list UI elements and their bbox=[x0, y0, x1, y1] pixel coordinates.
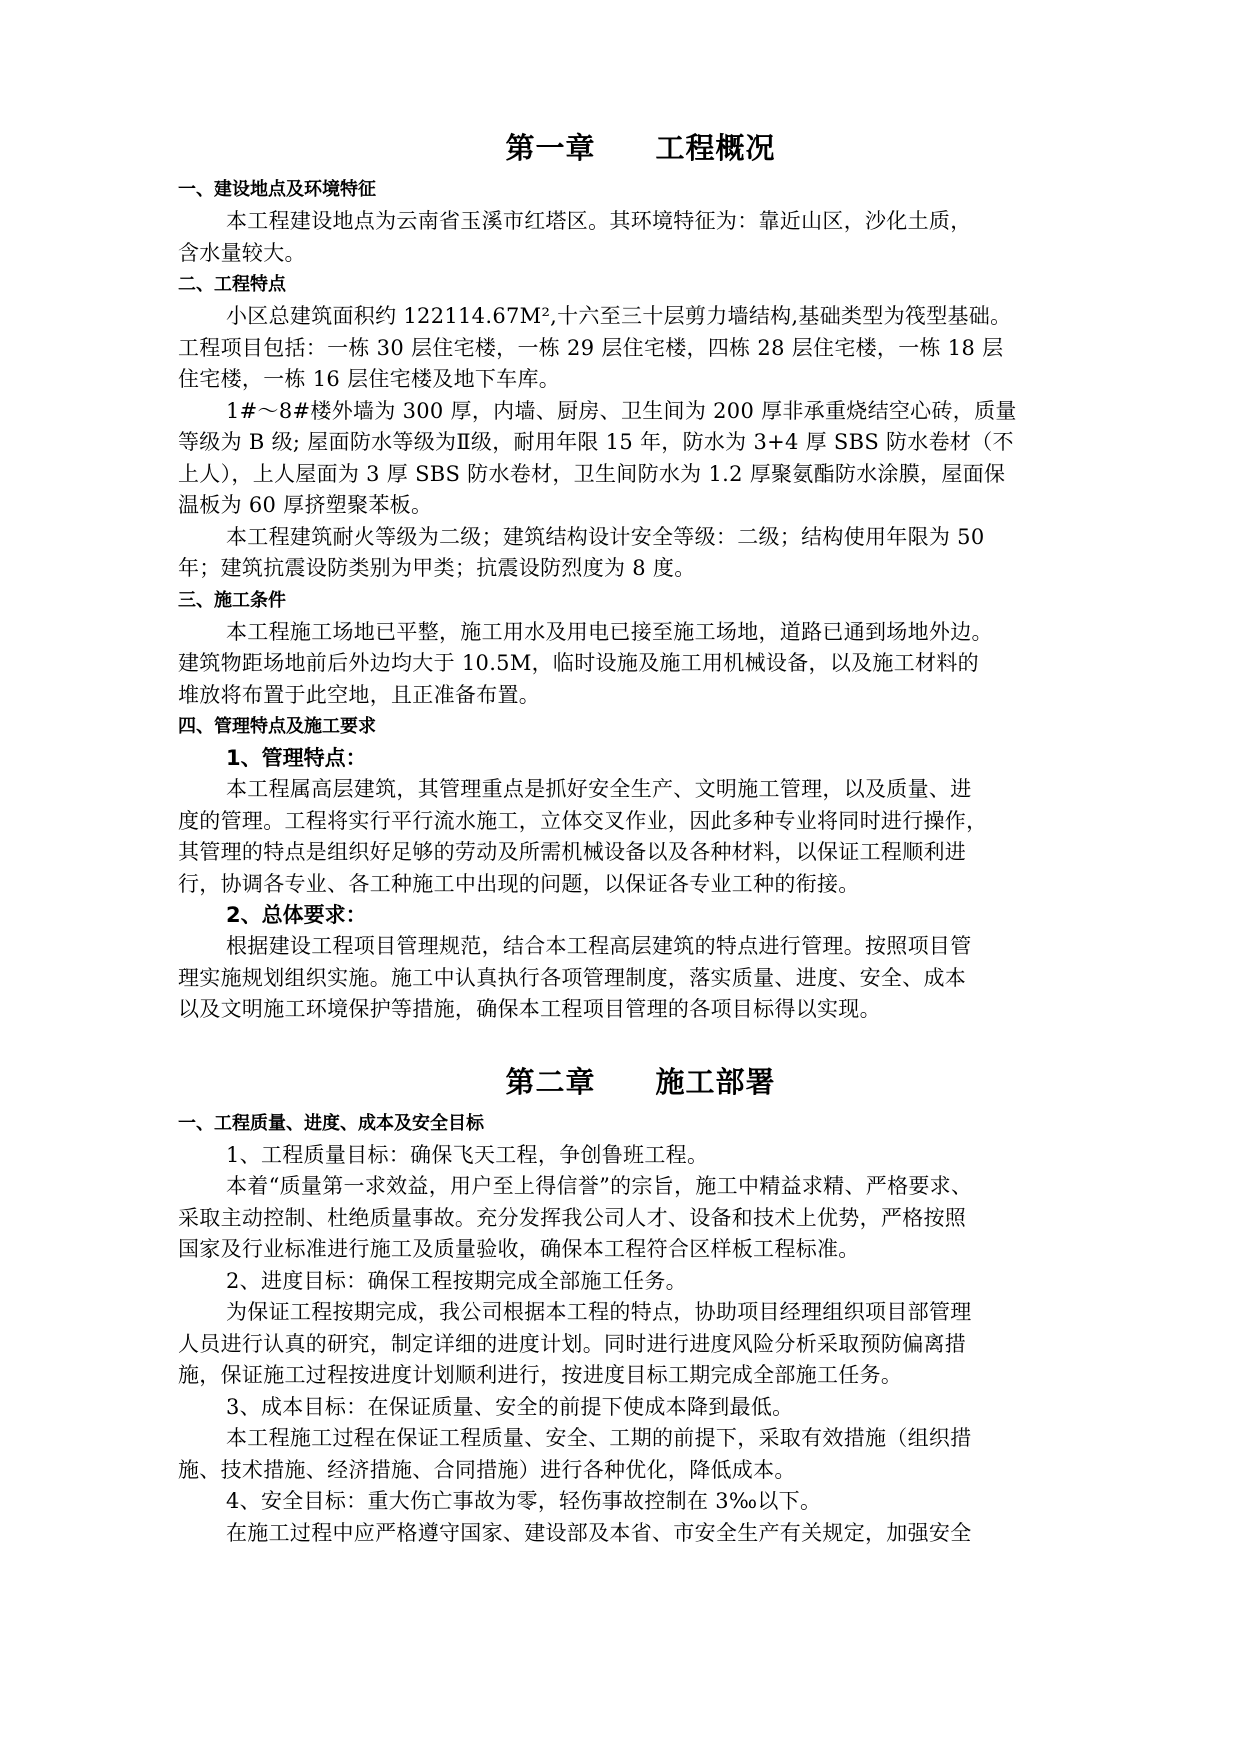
ch2-goal-2 bbox=[178, 1266, 1103, 1298]
ch1-section-4-heading: 四、管理特点及施工要求 bbox=[178, 716, 376, 737]
text-line: 其管理的特点是组织好足够的劳动及所需机械设备以及各种材料，以保证工程顺利进 bbox=[178, 840, 967, 864]
text-line: 本工程属高层建筑，其管理重点是抓好安全生产、文明施工管理，以及质量、进 bbox=[226, 777, 972, 801]
text-line: 2、进度目标：确保工程按期完成全部施工任务。 bbox=[226, 1268, 687, 1293]
text-line: 本工程建筑耐火等级为二级；建筑结构设计安全等级：二级；结构使用年限为 50 bbox=[226, 524, 985, 549]
ch1-s2-paragraph-2 bbox=[178, 396, 1103, 522]
text-line: 建筑物距场地前后外边均大于 10.5M，临时设施及施工用机械设备，以及施工材料的 bbox=[178, 651, 979, 675]
text-line: 以及文明施工环境保护等措施，确保本工程项目管理的各项目标得以实现。 bbox=[178, 997, 881, 1021]
text-line: 度的管理。工程将实行平行流水施工，立体交叉作业，因此多种专业将同时进行操作， bbox=[178, 808, 988, 833]
ch2-paragraph-3 bbox=[178, 1423, 1103, 1486]
ch1-s4-paragraph-1 bbox=[178, 774, 1103, 900]
text-line: 年；建筑抗震设防类别为甲类；抗震设防烈度为 8 度。 bbox=[178, 556, 696, 580]
ch2-section-1-heading: 一、工程质量、进度、成本及安全目标 bbox=[178, 1112, 484, 1134]
ch1-s1-paragraph-1 bbox=[178, 206, 1103, 269]
text-line: 1#～8#楼外墙为 300 厚，内墙、厨房、卫生间为 200 厚非承重烧结空心砖，质量 bbox=[226, 398, 1017, 423]
ch2-paragraph-2 bbox=[178, 1297, 1103, 1392]
text-line: 本工程施工过程在保证工程质量、安全、工期的前提下，采取有效措施（组织措 bbox=[226, 1426, 972, 1450]
text-line: 理实施规划组织实施。施工中认真执行各项管理制度，落实质量、进度、安全、成本 bbox=[178, 965, 967, 990]
text-line: 人员进行认真的研究，制定详细的进度计划。同时进行进度风险分析采取预防偏离措 bbox=[178, 1331, 967, 1356]
ch1-s2-paragraph-3 bbox=[178, 522, 1103, 585]
text-line: 本工程建设地点为云南省玉溪市红塔区。其环境特征为：靠近山区，沙化土质， bbox=[226, 209, 972, 233]
ch1-s3-paragraph-1 bbox=[178, 617, 1103, 712]
text-line: 施，保证施工过程按进度计划顺利进行，按进度目标工期完成全部施工任务。 bbox=[178, 1363, 903, 1387]
text-line: 小区总建筑面积约 122114.67M²,十六至三十层剪力墙结构,基础类型为筏型基础。 bbox=[226, 304, 1012, 328]
ch1-s2-paragraph-1 bbox=[178, 301, 1103, 396]
ch1-s4-paragraph-2 bbox=[178, 931, 1103, 1026]
text-line: 含水量较大。 bbox=[178, 240, 306, 265]
text-line: 行，协调各专业、各工种施工中出现的问题，以保证各专业工种的衔接。 bbox=[178, 871, 860, 896]
ch2-paragraph-4 bbox=[178, 1518, 1103, 1550]
ch1-s4-subheading-1: 1、管理特点： bbox=[226, 746, 367, 770]
ch1-section-2-heading: 二、工程特点 bbox=[178, 274, 286, 295]
text-line: 国家及行业标准进行施工及质量验收，确保本工程符合区样板工程标准。 bbox=[178, 1237, 860, 1261]
ch1-s4-subheading-2: 2、总体要求： bbox=[226, 903, 367, 927]
text-line: 1、工程质量目标：确保飞天工程，争创鲁班工程。 bbox=[226, 1142, 709, 1167]
text-line: 本工程施工场地已平整，施工用水及用电已接至施工场地，道路已通到场地外边。 bbox=[226, 619, 993, 644]
text-line: 4、安全目标：重大伤亡事故为零，轻伤事故控制在 3‰以下。 bbox=[226, 1489, 822, 1513]
ch1-section-1-heading: 一、建设地点及环境特征 bbox=[178, 179, 376, 200]
text-line: 堆放将布置于此空地，且正准备布置。 bbox=[178, 682, 541, 707]
ch2-paragraph-1 bbox=[178, 1171, 1103, 1266]
chapter-1-title: 第一章 工程概况 bbox=[505, 131, 776, 165]
ch2-goal-4 bbox=[178, 1486, 1103, 1518]
text-line: 施、技术措施、经济措施、合同措施）进行各种优化，降低成本。 bbox=[178, 1457, 796, 1482]
ch1-section-3-heading: 三、施工条件 bbox=[178, 589, 286, 611]
ch2-goal-3 bbox=[178, 1392, 1103, 1424]
text-line: 温板为 60 厚挤塑聚苯板。 bbox=[178, 493, 433, 517]
ch2-goal-1 bbox=[178, 1140, 1103, 1172]
text-line: 为保证工程按期完成，我公司根据本工程的特点，协助项目经理组织项目部管理 bbox=[226, 1300, 972, 1324]
text-line: 3、成本目标：在保证质量、安全的前提下使成本降到最低。 bbox=[226, 1394, 794, 1419]
text-line: 采取主动控制、杜绝质量事故。充分发挥我公司人才、设备和技术上优势，严格按照 bbox=[178, 1205, 967, 1230]
chapter-2-title: 第二章 施工部署 bbox=[505, 1064, 776, 1099]
text-line: 根据建设工程项目管理规范，结合本工程高层建筑的特点进行管理。按照项目管 bbox=[226, 934, 972, 958]
text-line: 住宅楼，一栋 16 层住宅楼及地下车库。 bbox=[178, 367, 561, 391]
text-line: 工程项目包括：一栋 30 层住宅楼，一栋 29 层住宅楼，四栋 28 层住宅楼，一栋 18 层 bbox=[178, 335, 1004, 360]
text-line: 本着“质量第一求效益，用户至上得信誉”的宗旨，施工中精益求精、严格要求、 bbox=[226, 1174, 973, 1198]
text-line: 在施工过程中应严格遵守国家、建设部及本省、市安全生产有关规定，加强安全 bbox=[226, 1520, 972, 1545]
text-line: 等级为 B 级; 屋面防水等级为Ⅱ级，耐用年限 15 年，防水为 3+4 厚 SBS 防水卷材（不 bbox=[178, 430, 1014, 454]
text-line: 上人），上人屋面为 3 厚 SBS 防水卷材，卫生间防水为 1.2 厚聚氨酯防水涂膜，屋面保 bbox=[178, 461, 1006, 486]
